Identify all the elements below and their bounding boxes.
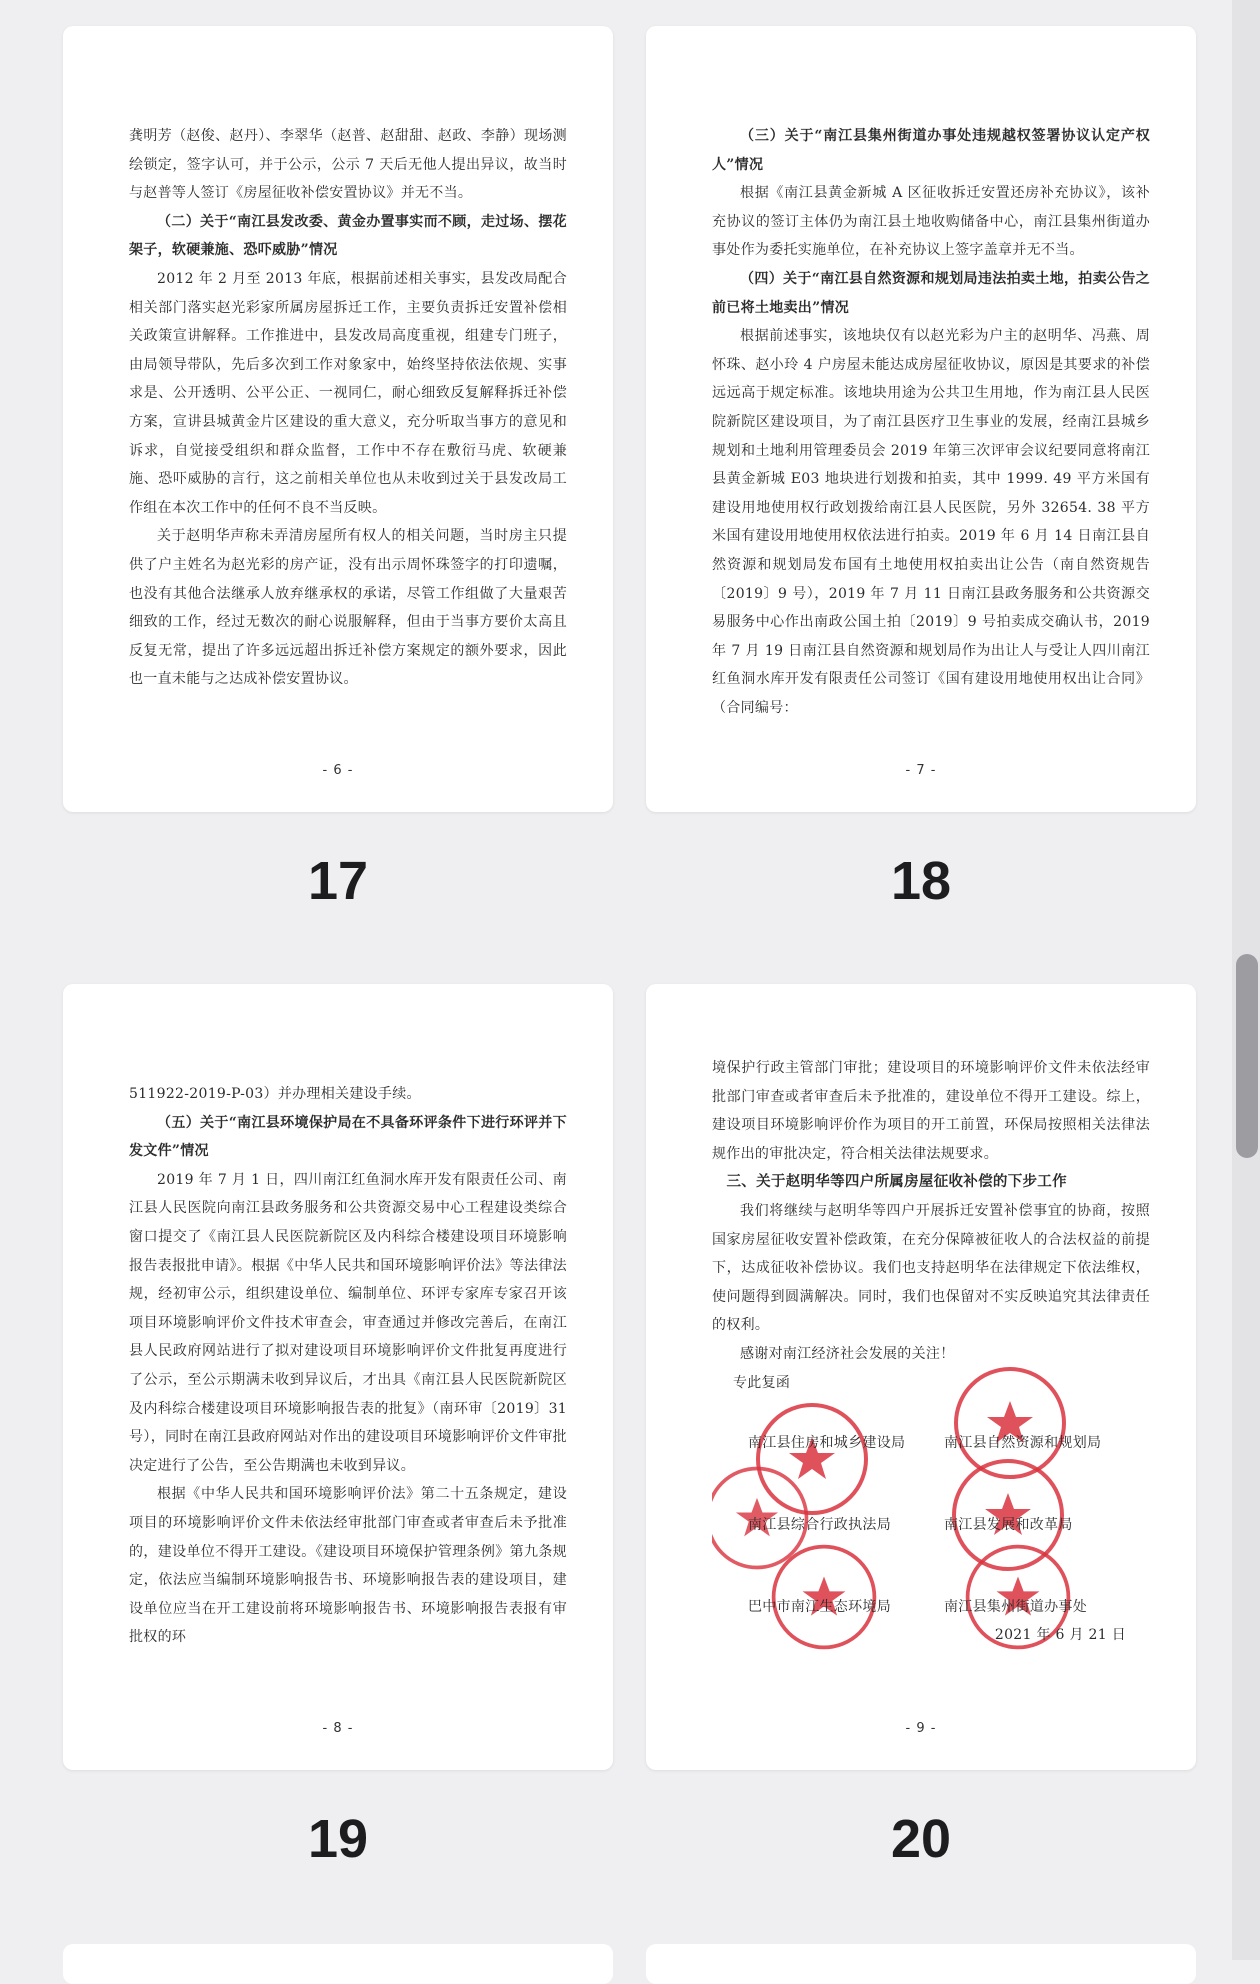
paragraph: 感谢对南江经济社会发展的关注！ [740,1345,955,1362]
page-number: - 7 - [905,763,937,778]
paragraph: 关于赵明华声称未弄清房屋所有权人的相关问题，当时房主只提供了户主姓名为赵光彩的房产证，没有出示周怀珠签字的打印遗嘱，也没有其他合法继承人放弃继承权的承诺，尽管工作组做了大量艰苦细致的工作，经过无数次的耐心说服解释，但由于当事方要价太高且反复无常，提出了许多远远超出拆迁补偿方案规定的额外要求，因此也一直未能与之达成补偿安置协议。 [129,528,567,688]
document-page-next[interactable] [646,1944,1196,1984]
section-heading: 三、关于赵明华等四户所属房屋征收补偿的下步工作 [726,1173,1067,1191]
paragraph: 境保护行政主管部门审批；建设项目的环境影响评价文件未依法经审批部门审查或者审查后未予批准的，建设单位不得开工建设。综上，建设项目环境影响评价作为项目的开工前置，环保局按照相关法律法规作出的审批决定，符合相关法律法规要求。 [712,1060,1150,1162]
paragraph: 511922-2019-P-03）并办理相关建设手续。 [129,1086,421,1102]
page-number: - 9 - [905,1721,937,1736]
thumbnail-label-17: 17 [307,851,369,911]
signatory: 南江县发展和改革局 [944,1517,1073,1534]
page-number: - 8 - [322,1721,354,1736]
signatory: 巴中市南江生态环境局 [748,1599,891,1616]
page-number: - 6 - [322,763,354,778]
signatory: 南江县综合行政执法局 [748,1517,891,1534]
signatory: 南江县自然资源和规划局 [944,1435,1102,1452]
paragraph: 根据《南江县黄金新城 A 区征收拆迁安置还房补充协议》，该补充协议的签订主体仍为南江县土地收购储备中心，南江县集州街道办事处作为委托实施单位，在补充协议上签字盖章并无不当。 [712,185,1150,259]
scrollbar-thumb[interactable] [1236,954,1258,1158]
thumbnail-label-18: 18 [890,851,952,911]
page-text [712,1054,1150,1700]
page-text [712,122,1150,742]
paragraph-heading: （五）关于“南江县环境保护局在不具备环评条件下进行环评并下发文件”情况 [129,1114,567,1160]
page-text [129,122,567,742]
closing-line: 专此复函 [733,1374,791,1391]
thumbnail-label-19: 19 [307,1809,369,1869]
page-text [129,1080,567,1700]
paragraph-heading: （二）关于“南江县发改委、黄金办置事实而不顾，走过场、摆花架子，软硬兼施、恐吓威胁”情况 [129,213,567,259]
paragraph-heading: （四）关于“南江县自然资源和规划局违法拍卖土地，拍卖公告之前已将土地卖出”情况 [712,270,1150,316]
paragraph: 根据《中华人民共和国环境影响评价法》第二十五条规定，建设项目的环境影响评价文件未依法经审批部门审查或者审查后未予批准的，建设单位不得开工建设。《建设项目环境保护管理条例》第九条规定，依法应当编制环境影响报告书、环境影响报告表的建设项目，建设单位应当在开工建设前将环境影响报告书、环境影响报告表报有审批权的环 [129,1486,567,1646]
signatory: 南江县集州街道办事处 [944,1599,1087,1616]
paragraph: 2012 年 2 月至 2013 年底，根据前述相关事实，县发改局配合相关部门落实赵光彩家所属房屋拆迁工作，主要负责拆迁安置补偿相关政策宣讲解释。工作推进中，县发改局高度重视，组建专门班子，由局领导带队，先后多次到工作对象家中，始终坚持依法依规、实事求是、公开透明、公平公正、一视同仁，耐心细致反复解释拆迁补偿方案，宣讲县城黄金片区建设的重大意义，充分听取当事方的意见和诉求，自觉接受组织和群众监督，工作中不存在敷衍马虎、软硬兼施、恐吓威胁的言行，这之前相关单位也从未收到过关于县发改局工作组在本次工作中的任何不良不当反映。 [129,270,567,516]
document-page-18[interactable] [646,26,1196,812]
document-page-next[interactable] [63,1944,613,1984]
paragraph: 根据前述事实，该地块仅有以赵光彩为户主的赵明华、冯燕、周怀珠、赵小玲 4 户房屋未能达成房屋征收协议，原因是其要求的补偿远远高于规定标准。该地块用途为公共卫生用地，作为南江县人民医院新院区建设项目，为了南江县医疗卫生事业的发展，经南江县城乡规划和土地利用管理委员会 2019 年第三次评审会议纪要同意将南江县黄金新城 E03 地块进行划拨和拍卖，其中 1999. 49 平方米国有建设用地使用权行政划拨给南江县人民医院，另外 32654. 38 平方米国有建设用地使用权依法进行拍卖。2019 年 6 月 14 日南江县自然资源和规划局发布国有土地使用权拍卖出让公告（南自然资规告〔2019〕9 号），2019 年 7 月 11 日南江县政务服务和公共资源交易服务中心作出南政公国土拍〔2019〕9 号拍卖成交确认书，2019 年 7 月 19 日南江县自然资源和规划局作为出让人与受让人四川南江红鱼洞水库开发有限责任公司签订《国有建设用地使用权出让合同》（合同编号： [712,328,1150,716]
paragraph: 2019 年 7 月 1 日，四川南江红鱼洞水库开发有限责任公司、南江县人民医院向南江县政务服务和公共资源交易中心工程建设类综合窗口提交了《南江县人民医院新院区及内科综合楼建设项目环境影响报告表报批申请》。根据《中华人民共和国环境影响评价法》等法律法规，经初审公示，组织建设单位、编制单位、环评专家库专家召开该项目环境影响评价文件技术审查会，审查通过并修改完善后，在南江县人民政府网站进行了拟对建设项目环境影响评价文件批复再度进行了公示，至公示期满未收到异议后，才出具《南江县人民医院新院区及内科综合楼建设项目环境影响报告表的批复》（南环审〔2019〕31 号），同时在南江县政府网站对作出的建设项目环境影响评价文件审批决定进行了公告，至公告期满也未收到异议。 [129,1171,567,1474]
document-date: 2021 年 6 月 21 日 [994,1627,1126,1644]
signature-block [712,1403,1150,1643]
document-page-20[interactable] [646,984,1196,1770]
paragraph: 龚明芳（赵俊、赵丹）、李翠华（赵普、赵甜甜、赵政、李静）现场测绘锁定，签字认可，并于公示，公示 7 天后无他人提出异议，故当时与赵普等人签订《房屋征收补偿安置协议》并无不当。 [129,128,567,202]
document-page-19[interactable] [63,984,613,1770]
document-page-17[interactable] [63,26,613,812]
thumbnail-label-20: 20 [890,1809,952,1869]
paragraph-heading: （三）关于“南江县集州街道办事处违规越权签署协议认定产权人”情况 [712,128,1150,173]
signatory: 南江县住房和城乡建设局 [748,1435,906,1452]
paragraph: 我们将继续与赵明华等四户开展拆迁安置补偿事宜的协商，按照国家房屋征收安置补偿政策，在充分保障被征收人的合法权益的前提下，达成征收补偿协议。我们也支持赵明华在法律规定下依法维权，使问题得到圆满解决。同时，我们也保留对不实反映追究其法律责任的权利。 [712,1202,1150,1334]
